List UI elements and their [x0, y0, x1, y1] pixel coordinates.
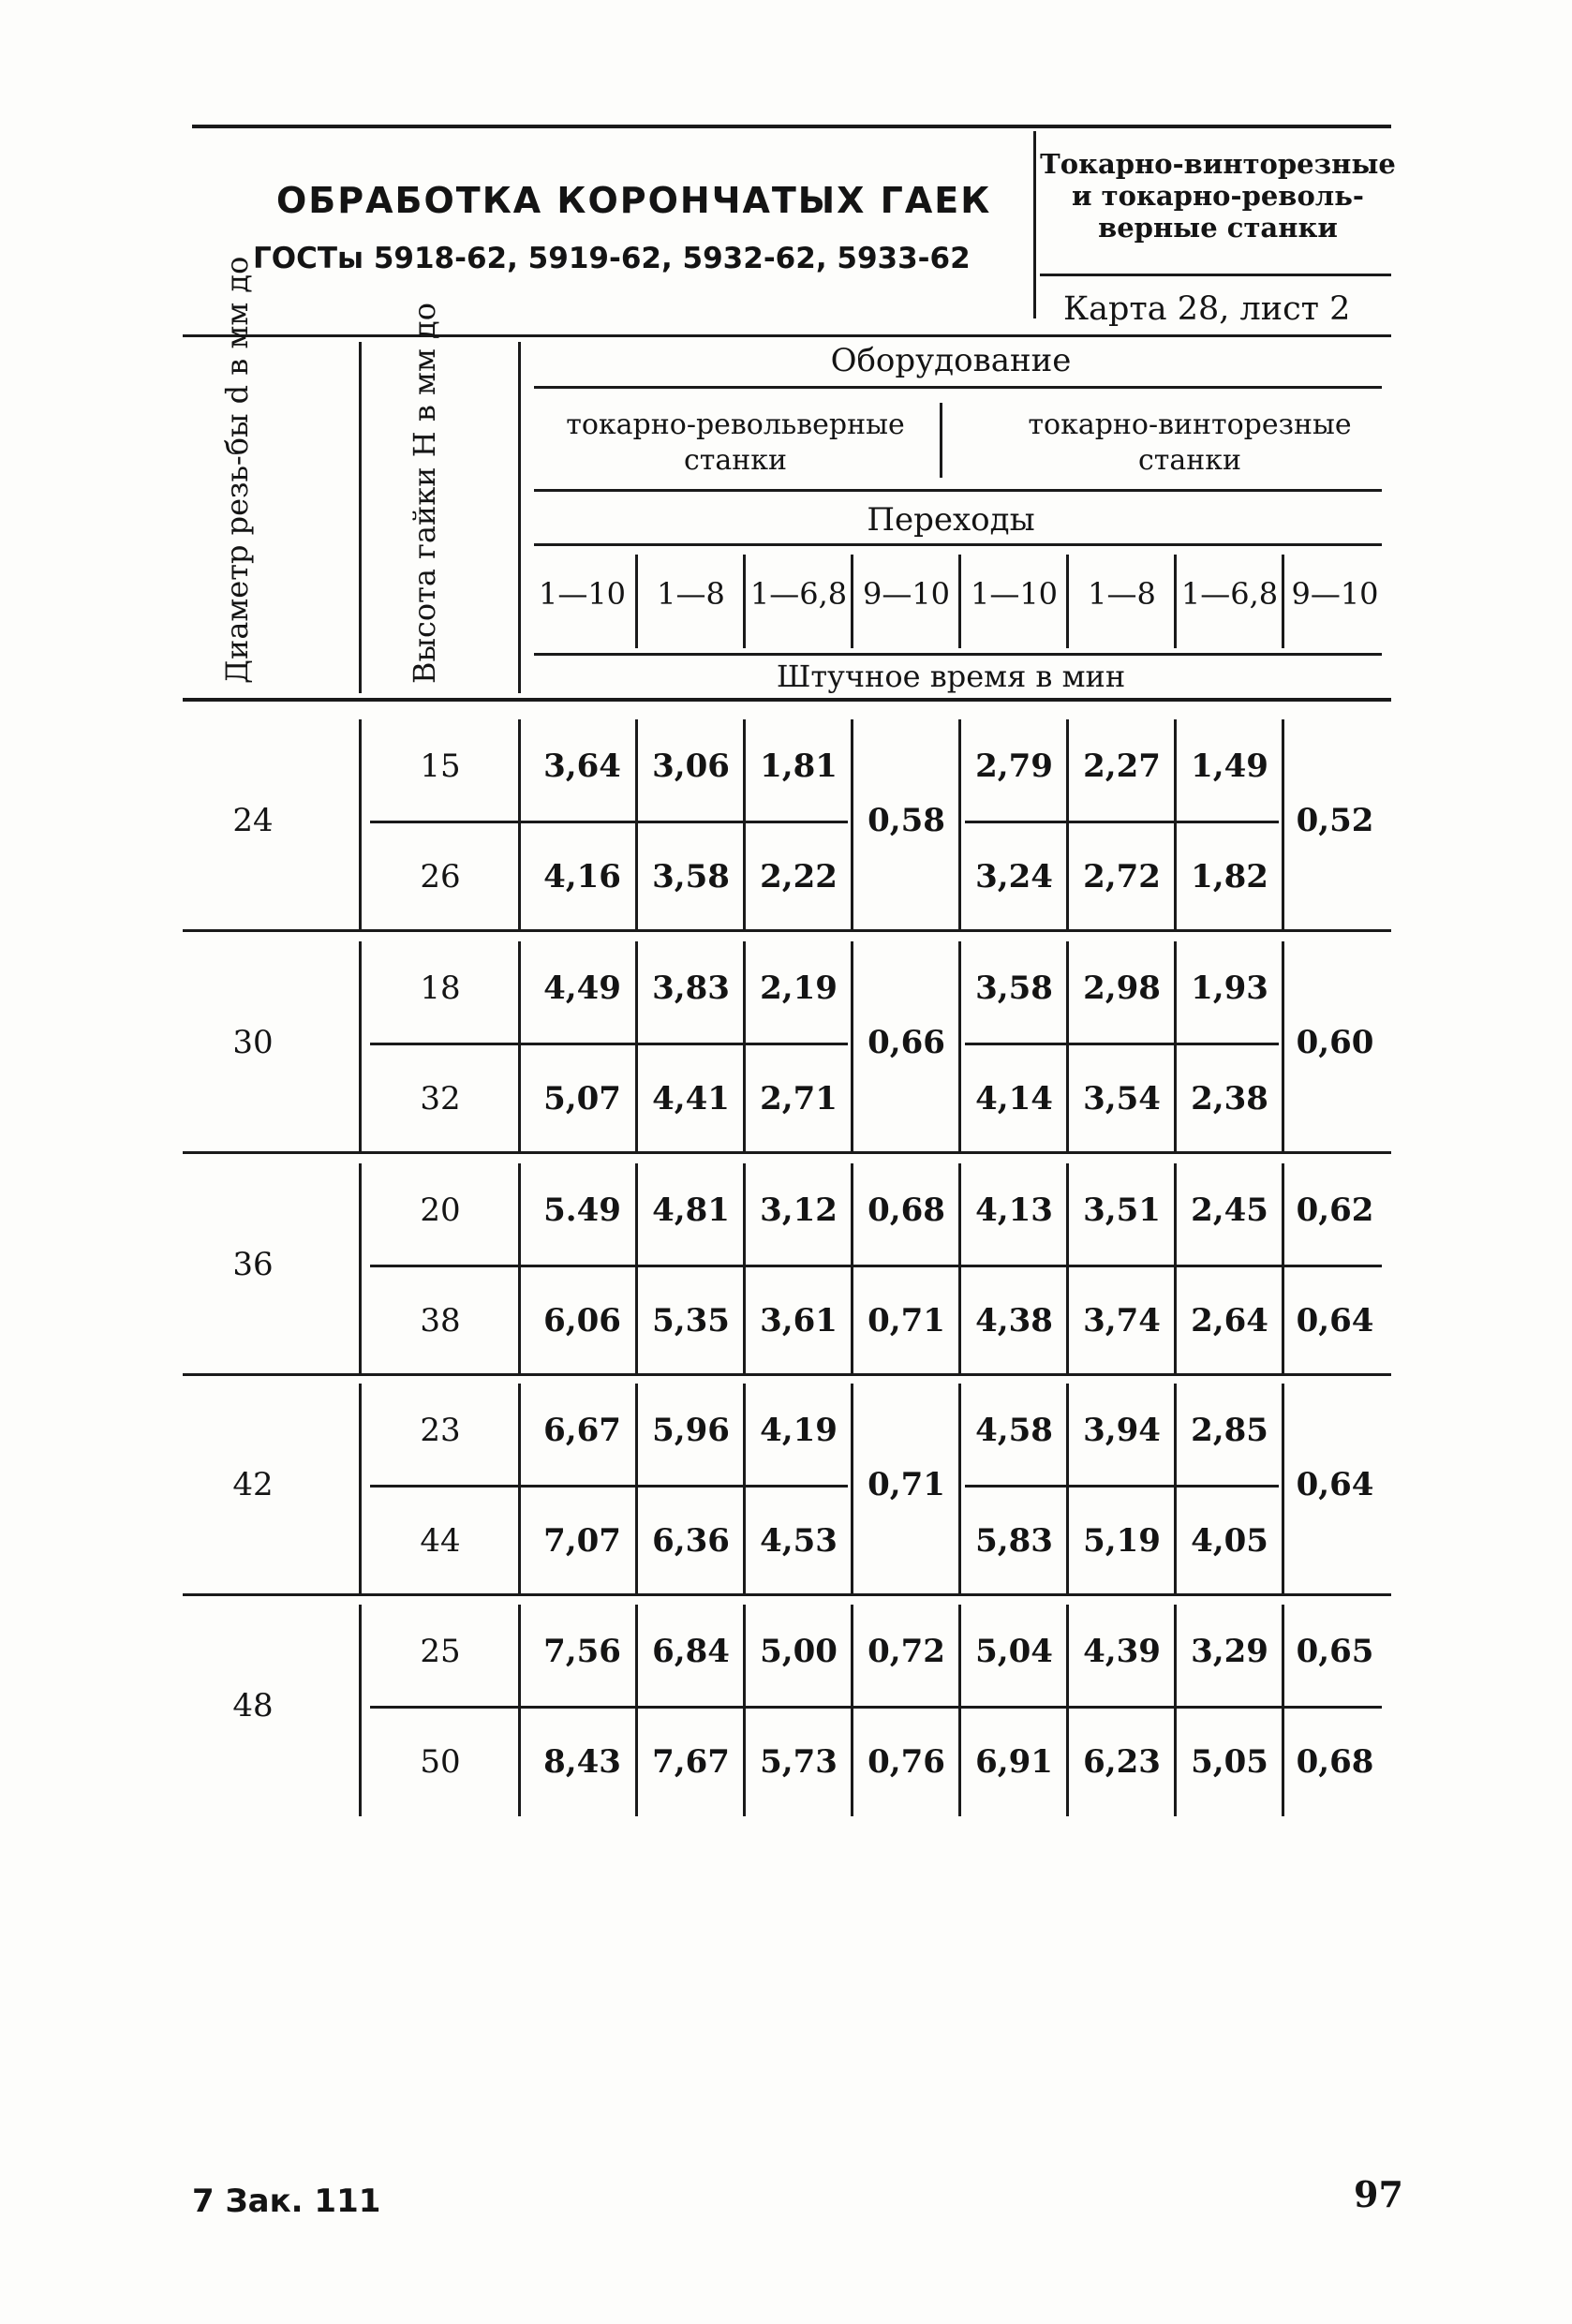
time-value: 4,16 [543, 858, 621, 896]
group-revolver-label: токарно-револьверные станки [566, 408, 905, 477]
time-value: 2,85 [1191, 1412, 1268, 1449]
machine-type-rule [1040, 274, 1391, 276]
time-value: 6,36 [652, 1522, 730, 1560]
time-value: 4,81 [652, 1192, 730, 1229]
group-divider [940, 403, 942, 478]
row-rule [370, 1485, 848, 1488]
diameter-value: 24 [232, 802, 274, 839]
time-value: 6,84 [652, 1633, 730, 1670]
subheader-divider [743, 555, 746, 648]
row-divider [518, 1605, 521, 1816]
time-value: 2,72 [1083, 858, 1161, 896]
time-value: 3,06 [652, 748, 730, 785]
time-value: 0,64 [1296, 1302, 1374, 1340]
row-rule [965, 1485, 1279, 1488]
time-value: 3,51 [1083, 1192, 1161, 1229]
height-value: 15 [420, 748, 461, 785]
time-value: 3,94 [1083, 1412, 1161, 1449]
time-value: 3,24 [975, 858, 1053, 896]
group-rule [534, 489, 1382, 492]
time-value: 4,49 [543, 970, 621, 1007]
time-value: 2,38 [1191, 1080, 1268, 1118]
time-value: 1,81 [760, 748, 838, 785]
col-divider [518, 342, 521, 693]
time-value: 2,27 [1083, 748, 1161, 785]
subheader-divider [958, 555, 961, 648]
time-value: 3,12 [760, 1192, 838, 1229]
group-screw-label: токарно-винторезные станки [1028, 408, 1352, 477]
time-value: 4,53 [760, 1522, 838, 1560]
time-value: 4,05 [1191, 1522, 1268, 1560]
subheader-rule [534, 653, 1382, 656]
time-value: 1,49 [1191, 748, 1268, 785]
time-value: 5,35 [652, 1302, 730, 1340]
transition-subheader: 9—10 [1291, 576, 1379, 612]
time-label: Штучное время в мин [776, 659, 1126, 694]
top-rule [192, 125, 1391, 128]
time-value: 5,00 [760, 1633, 838, 1670]
page-number: 97 [1354, 2173, 1403, 2215]
time-value: 7,56 [543, 1633, 621, 1670]
time-value: 3,29 [1191, 1633, 1268, 1670]
time-value: 1,93 [1191, 970, 1268, 1007]
time-value: 8,43 [543, 1743, 621, 1781]
height-value: 38 [420, 1302, 461, 1340]
time-value: 0,68 [868, 1192, 945, 1229]
transitions-label: Переходы [867, 501, 1035, 539]
time-value: 2,45 [1191, 1192, 1268, 1229]
row-rule [965, 1043, 1279, 1045]
transition-subheader: 1—6,8 [1180, 576, 1279, 612]
time-value: 2,79 [975, 748, 1053, 785]
time-value: 4,41 [652, 1080, 730, 1118]
time-value: 5,96 [652, 1412, 730, 1449]
time-value: 3,74 [1083, 1302, 1161, 1340]
subheader-divider [1174, 555, 1177, 648]
time-value: 3,58 [975, 970, 1053, 1007]
machine-type-line: Токарно-винторезные [1040, 148, 1396, 180]
time-value: 6,06 [543, 1302, 621, 1340]
document-subtitle: ГОСТы 5918-62, 5919-62, 5932-62, 5933-62 [253, 242, 971, 275]
row-divider [359, 941, 362, 1153]
row-divider [518, 941, 521, 1153]
height-value: 18 [420, 970, 461, 1007]
time-value: 5.49 [543, 1192, 621, 1229]
card-reference: Карта 28, лист 2 [1063, 290, 1351, 328]
time-value: 1,82 [1191, 858, 1268, 896]
group-rule [183, 1373, 1391, 1376]
machine-type-line: верные станки [1098, 212, 1338, 244]
transitions-rule [534, 543, 1382, 546]
transition-subheader: 1—8 [657, 576, 725, 612]
diameter-value: 42 [232, 1466, 274, 1503]
height-value: 26 [420, 858, 461, 896]
time-value: 5,83 [975, 1522, 1053, 1560]
row-divider [359, 1605, 362, 1816]
time-value: 6,23 [1083, 1743, 1161, 1781]
time-value: 5,05 [1191, 1743, 1268, 1781]
height-value: 32 [420, 1080, 461, 1118]
time-value: 4,13 [975, 1192, 1053, 1229]
diameter-value: 30 [232, 1024, 274, 1061]
time-value: 2,71 [760, 1080, 838, 1118]
row-rule [370, 1265, 1382, 1267]
footer-order-number: 7 Зак. 111 [192, 2183, 381, 2220]
height-value: 20 [420, 1192, 461, 1229]
row-rule [370, 821, 848, 823]
machine-type-line: и токарно-револь- [1072, 180, 1364, 212]
row-rule [965, 821, 1279, 823]
row-divider [518, 1384, 521, 1595]
time-value-merged: 0,60 [1296, 1024, 1374, 1061]
time-value: 2,64 [1191, 1302, 1268, 1340]
time-value: 3,58 [652, 858, 730, 896]
time-value: 5,04 [975, 1633, 1053, 1670]
time-value: 5,19 [1083, 1522, 1161, 1560]
header-divider [1033, 131, 1036, 318]
time-value: 0,71 [868, 1302, 945, 1340]
row-rule [370, 1706, 1382, 1709]
table-top-rule [183, 334, 1391, 337]
time-value: 7,67 [652, 1743, 730, 1781]
transition-subheader: 9—10 [862, 576, 951, 612]
transition-subheader: 1—6,8 [749, 576, 848, 612]
row-divider [359, 719, 362, 931]
time-value: 6,67 [543, 1412, 621, 1449]
subheader-divider [1066, 555, 1069, 648]
transition-subheader: 1—10 [970, 576, 1059, 612]
col-header-height: Высота гайки H в мм до [407, 303, 442, 684]
time-value: 3,83 [652, 970, 730, 1007]
height-value: 23 [420, 1412, 461, 1449]
subheader-divider [851, 555, 853, 648]
diameter-value: 36 [232, 1246, 274, 1283]
time-value-merged: 0,52 [1296, 802, 1374, 839]
time-value: 0,65 [1296, 1633, 1374, 1670]
time-value: 3,54 [1083, 1080, 1161, 1118]
row-divider [359, 1163, 362, 1375]
time-value: 4,19 [760, 1412, 838, 1449]
time-value: 4,14 [975, 1080, 1053, 1118]
row-divider [359, 1384, 362, 1595]
time-value: 5,07 [543, 1080, 621, 1118]
time-value: 7,07 [543, 1522, 621, 1560]
time-value: 4,58 [975, 1412, 1053, 1449]
document-title: ОБРАБОТКА КОРОНЧАТЫХ ГАЕК [276, 180, 992, 221]
header-bottom-rule [183, 698, 1391, 702]
transition-subheader: 1—8 [1088, 576, 1156, 612]
time-value: 0,62 [1296, 1192, 1374, 1229]
time-value: 6,91 [975, 1743, 1053, 1781]
time-value-merged: 0,71 [868, 1466, 945, 1503]
subheader-divider [635, 555, 638, 648]
time-value: 0,68 [1296, 1743, 1374, 1781]
time-value: 5,73 [760, 1743, 838, 1781]
time-value: 2,22 [760, 858, 838, 896]
height-value: 25 [420, 1633, 461, 1670]
row-divider [518, 719, 521, 931]
group-rule [183, 1593, 1391, 1596]
col-divider [359, 342, 362, 693]
group-rule [183, 929, 1391, 932]
time-value: 4,38 [975, 1302, 1053, 1340]
time-value-merged: 0,58 [868, 802, 945, 839]
time-value: 3,64 [543, 748, 621, 785]
equip-rule [534, 386, 1382, 389]
time-value: 2,19 [760, 970, 838, 1007]
diameter-value: 48 [232, 1687, 274, 1724]
time-value: 0,76 [868, 1743, 945, 1781]
col-header-diameter: Диаметр резь-бы d в мм до [219, 256, 255, 684]
row-rule [370, 1043, 848, 1045]
machine-type [1040, 148, 1396, 244]
time-value: 0,72 [868, 1633, 945, 1670]
group-rule [183, 1151, 1391, 1154]
row-divider [518, 1163, 521, 1375]
transition-subheader: 1—10 [538, 576, 627, 612]
height-value: 50 [420, 1743, 461, 1781]
time-value: 3,61 [760, 1302, 838, 1340]
equipment-label: Оборудование [830, 342, 1072, 379]
time-value: 2,98 [1083, 970, 1161, 1007]
time-value-merged: 0,64 [1296, 1466, 1374, 1503]
height-value: 44 [420, 1522, 461, 1560]
time-value-merged: 0,66 [868, 1024, 945, 1061]
time-value: 4,39 [1083, 1633, 1161, 1670]
subheader-divider [1282, 555, 1284, 648]
